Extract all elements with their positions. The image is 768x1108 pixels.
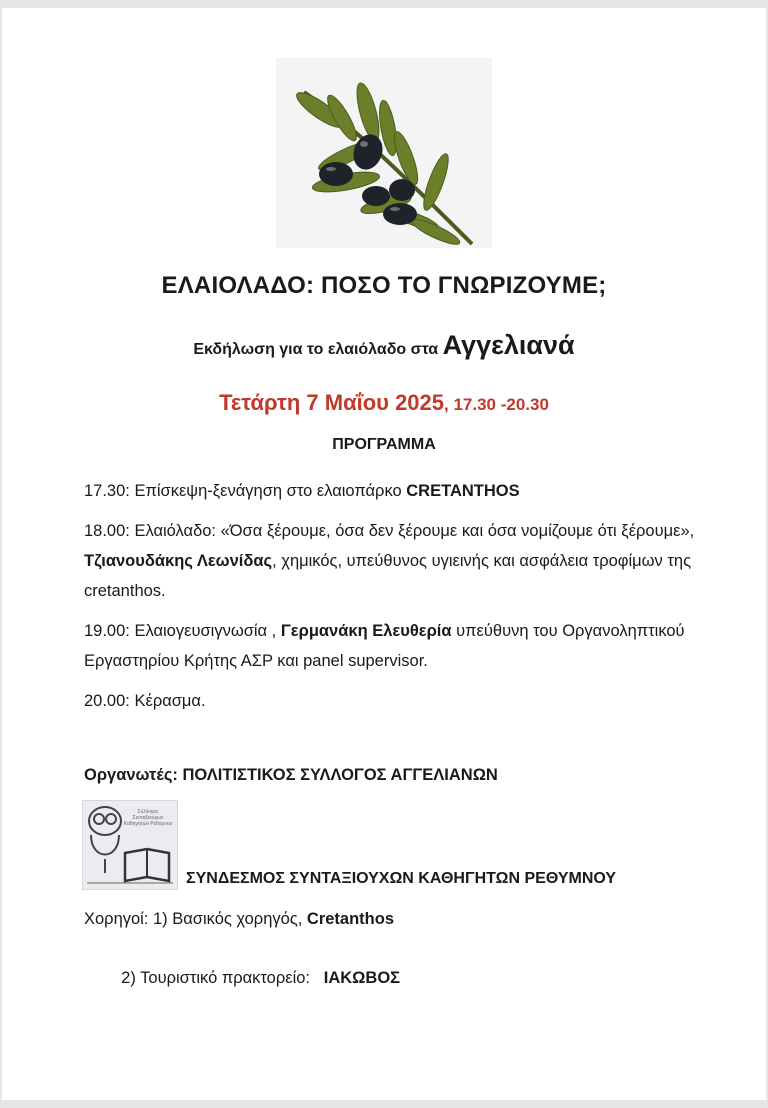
olive-branch-image: [276, 58, 492, 248]
association-logo: [82, 800, 178, 890]
program-item: 19.00: Ελαιογευσιγνωσία , Γερμανάκη Ελευθερία υπεύθυνη του Οργανοληπτικού Εργαστηρίου Κρήτης ΑΣΡ και panel supervisor.: [84, 622, 685, 670]
sponsor-line-2: 2) Τουριστικό πρακτορείο: ΙΑΚΩΒΟΣ: [121, 969, 401, 987]
program-item: 20.00: Κέρασμα.: [84, 692, 206, 710]
association-name: ΣΥΝΔΕΣΜΟΣ ΣΥΝΤΑΞΙΟΥΧΩΝ ΚΑΘΗΓΗΤΩΝ ΡΕΘΥΜΝΟΥ: [186, 870, 617, 887]
event-date: [0, 390, 768, 416]
organizers-line: Οργανωτές: ΠΟΛΙΤΙΣΤΙΚΟΣ ΣΥΛΛΟΓΟΣ ΑΓΓΕΛΙΑΝΩΝ: [84, 766, 498, 784]
event-subtitle: [0, 330, 768, 361]
logo-text: Σύλλογος Συνταξιούχων Καθηγητών Ρεθύμνου: [123, 809, 173, 827]
program-item: 18.00: Ελαιόλαδο: «Όσα ξέρουμε, όσα δεν ξέρουμε και όσα νομίζουμε ότι ξέρουμε», Τζιανουδάκης Λεωνίδας, χημικός, υπεύθυνος υγιεινής και ασφάλεια τροφίμων της cretanthos.: [84, 522, 695, 600]
subtitle-place: Αγγελιανά: [442, 330, 575, 360]
event-title: ΕΛΑΙΟΛΑΔΟ: ΠΟΣΟ ΤΟ ΓΝΩΡΙΖΟΥΜΕ;: [161, 272, 607, 299]
program-item: 17.30: Επίσκεψη-ξενάγηση στο ελαιοπάρκο CRETANTHOS: [84, 482, 520, 500]
sponsor-line-1: Χορηγοί: 1) Βασικός χορηγός, Cretanthos: [84, 910, 395, 928]
olive-branch-icon: [276, 58, 492, 248]
subtitle-prefix: Εκδήλωση για το ελαιόλαδο στα: [193, 341, 439, 358]
event-time: , 17.30 -20.30: [444, 395, 549, 414]
event-day: Τετάρτη 7 Μαΐου 2025: [219, 390, 445, 415]
program-heading: ΠΡΟΓΡΑΜΜΑ: [332, 436, 436, 453]
